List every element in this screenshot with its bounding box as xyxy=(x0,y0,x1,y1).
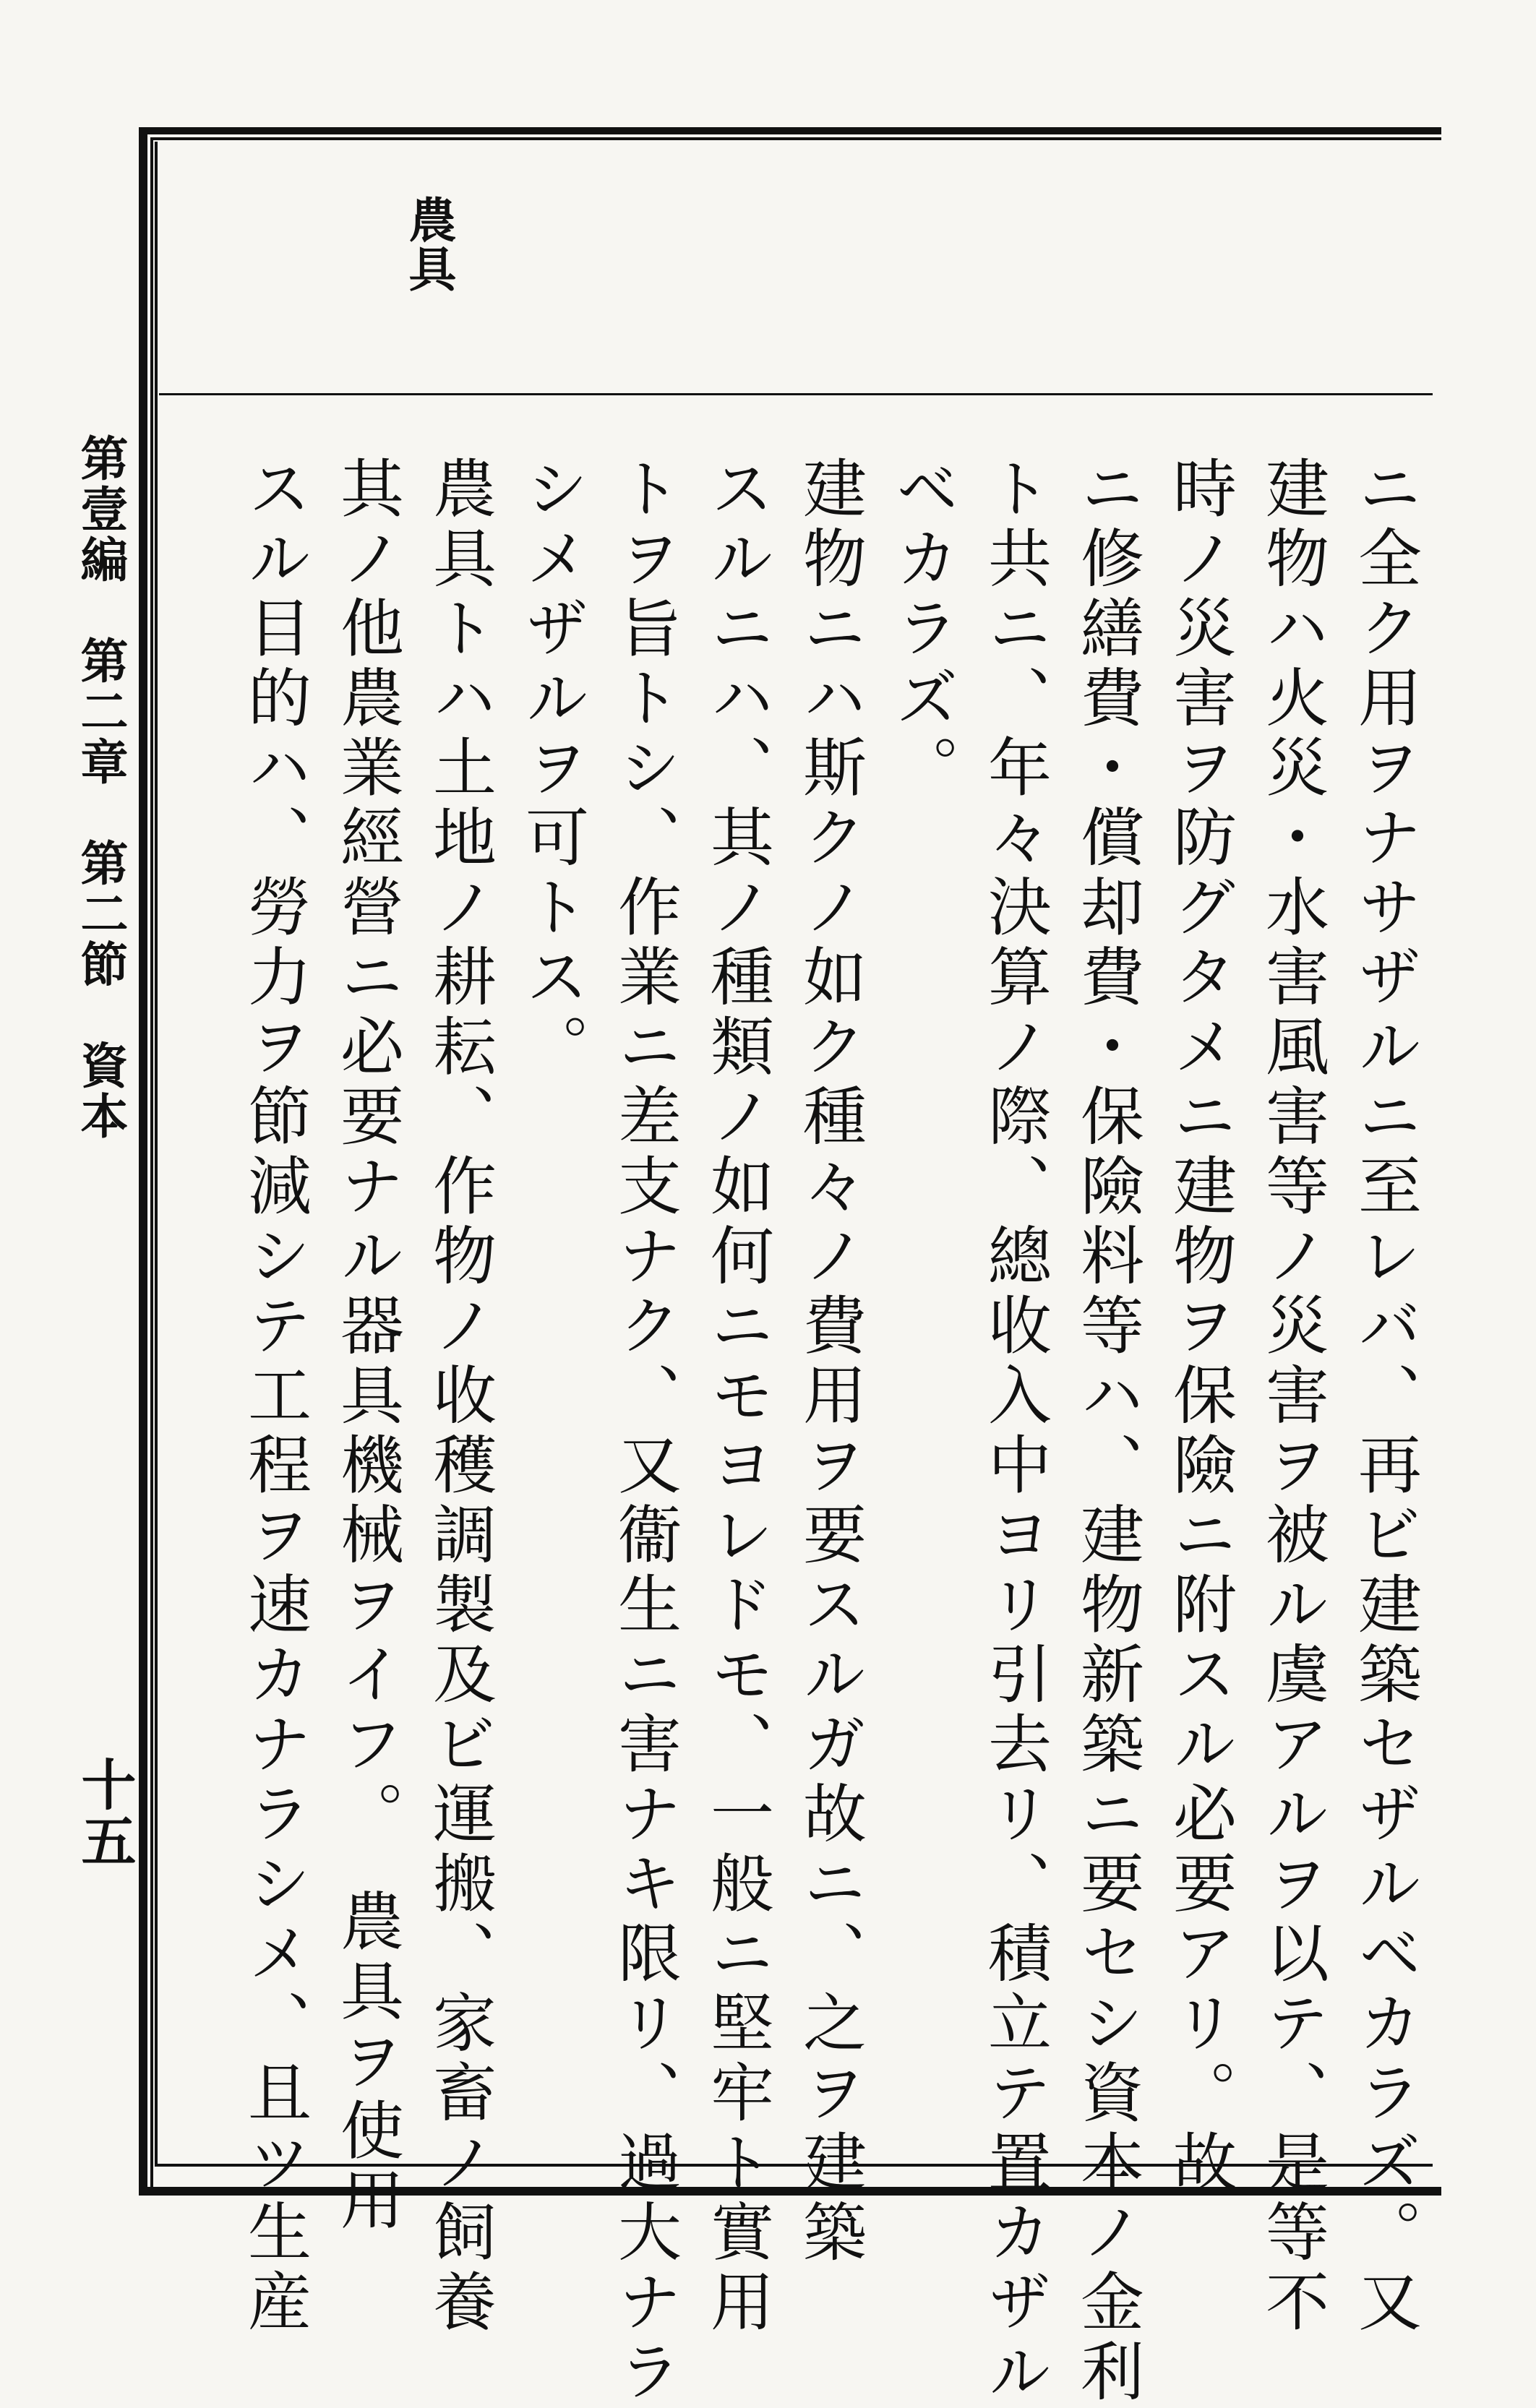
text-column-7: 建物ニハ斯クノ如ク種々ノ費用ヲ要スルガ故ニ、之ヲ建築 xyxy=(793,455,867,2269)
running-header: 第壹編 第二章 第二節 資本 xyxy=(72,434,129,1142)
text-column-8: スルニハ、其ノ種類ノ如何ニモヨレドモ、一般ニ堅牢ト實用 xyxy=(700,455,775,2339)
text-column-13: スル目的ハ、勞力ヲ節減シテ工程ヲ速カナラシメ、且ツ生産 xyxy=(238,455,312,2339)
text-column-9: トヲ旨トシ、作業ニ差支ナク、又衞生ニ害ナキ限リ、過大ナラ xyxy=(608,455,682,2408)
text-column-2: 建物ハ火災・水害風害等ノ災害ヲ被ル虞アルヲ以テ、是等不 xyxy=(1256,455,1330,2339)
frame-inner-line-left xyxy=(155,142,158,2165)
body-text xyxy=(217,455,1423,2408)
text-column-1: ニ全ク用ヲナサザルニ至レバ、再ビ建築セザルベカラズ。又 xyxy=(1348,455,1423,2339)
text-column-10: シメザルヲ可トス。 xyxy=(515,455,590,1083)
text-column-4: ニ修繕費・償却費・保險料等ハ、建物新築ニ要セシ資本ノ金利 xyxy=(1071,455,1145,2408)
text-column-12: 其ノ他農業經營ニ必要ナル器具機械ヲイフ。 農具ヲ使用 xyxy=(330,455,405,2237)
marginal-note: 農具 xyxy=(400,195,457,293)
text-column-5: ト共ニ、年々決算ノ際、總收入中ヨリ引去リ、積立テ置カザル xyxy=(978,455,1052,2408)
header-rule xyxy=(159,393,1433,395)
text-column-11: 農具トハ土地ノ耕耘、作物ノ收穫調製及ビ運搬、家畜ノ飼養 xyxy=(423,455,497,2339)
page-number: 十五 xyxy=(72,1756,137,1869)
text-column-6: ベカラズ。 xyxy=(885,455,960,804)
text-column-3: 時ノ災害ヲ防グタメニ建物ヲ保險ニ附スル必要アリ。故 xyxy=(1163,455,1237,2199)
